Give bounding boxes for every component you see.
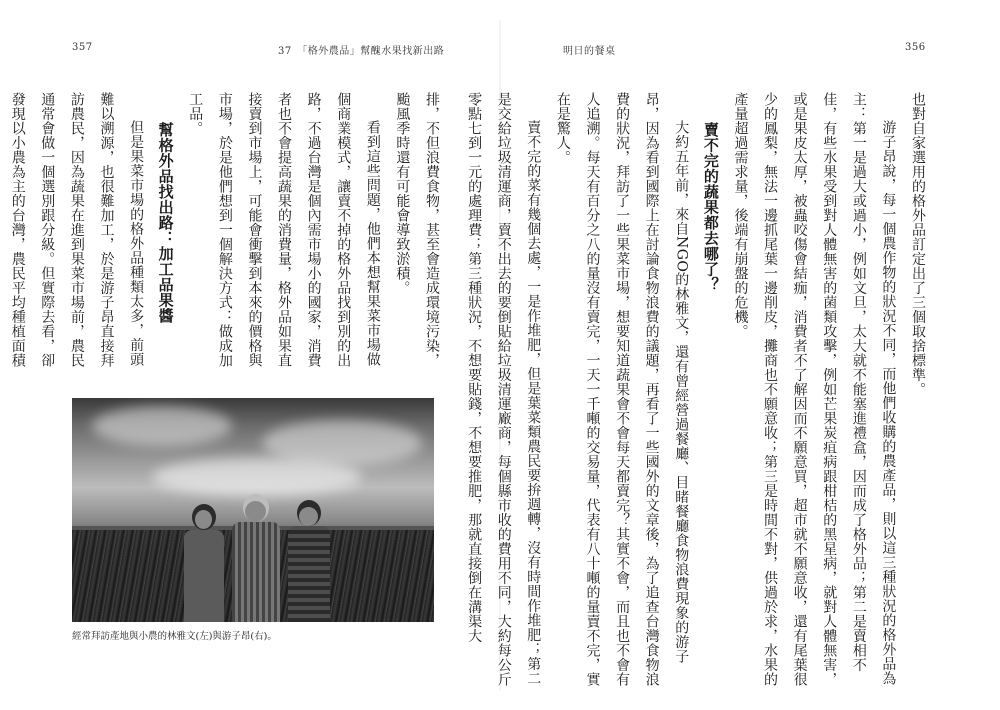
right-page-number: 356	[905, 42, 926, 53]
paragraph: 看到這些問題，他們本想幫果菜市場做個商業模式，讓賣不掉的格外品找到別的出路，不過台灣是個內需市場小的國家，消費者也不會提高蔬果的消費量，格外品如果直接賣到市場上，可能會衝擊到本來的價格與市場，於是他們想到一個解決方式：做成加工品。	[187, 92, 381, 368]
paragraph: 也對自家選用的格外品訂定出了三個取捨標準。	[910, 92, 926, 397]
right-page-body	[466, 92, 932, 692]
paragraph: 但是果菜市場的格外品種類太多，前頭難以溯源，也很難加工，於是游子昂直接拜訪農民，因為蔬果在進到果菜市場前，農民通常會做一個選別跟分級。但實際去看，卻發現以小農為主的台灣，農民平均種植面積	[9, 92, 145, 368]
left-page-body	[9, 92, 446, 380]
person-left	[180, 504, 228, 622]
section-heading: 幫格外品找出路：加工品果醬	[156, 122, 175, 324]
paragraph: 大約五年前，來自NGO的林雅文，還有曾經營過餐廳、目睹餐廳食物浪費現象的游子昂，因為看到國際上在討論食物浪費的議題，再看了一些國外的文章後，為了追查台灣食物浪費的狀況，拜訪了一些果菜市場，想要知道蔬果會不會每天都賣完？其實不會，而且也不會有人追溯。每天有百分之八的量沒有賣完，一天一千噸的交易量，代表有八十噸的量賣不完，實在是驚人。	[554, 92, 690, 687]
paragraph: 賣不完的菜有幾個去處，一是作堆肥，但是葉菜類農民要拚週轉，沒有時間作堆肥；第二是交給垃圾清運商，賣不出去的要倒貼給垃圾清運廠商，每個縣市收的費用不同，大約每公斤零點七到一元的處理費；第三種狀況，不想要貼錢，不想要推肥，那就直接倒在溝渠大	[466, 92, 542, 687]
photo-farmers-in-pineapple-field	[72, 398, 434, 622]
photo-caption: 經常拜訪產地與小農的林雅文(左)與游子昂(右)。	[72, 631, 277, 642]
person-right	[284, 500, 334, 622]
chapter-running-header: 37 「格外農品」幫醜水果找新出路	[278, 46, 445, 57]
book-title-running-header: 明日的餐桌	[563, 46, 616, 57]
paragraph: 排，不但浪費食物，甚至會造成環境污染，颱風季時還有可能會導致淤積。	[394, 92, 440, 368]
left-page-number: 357	[72, 42, 93, 53]
section-heading: 賣不完的蔬果都去哪了？	[701, 122, 720, 293]
paragraph: 游子昂說，每一個農作物的狀況不同，而他們收購的農產品，則以這三種狀況的格外品為主：第一是過大或過小，例如文旦，太大就不能塞進禮盒，因而成了格外品；第二是賣相不佳，有些水果受到對人體無害的菌類攻擊，例如芒果炭疽病跟柑桔的黑星病，就對人體無害，或是果皮太厚，被蟲咬傷會結痂，消費者不了解因而不願意買，超市就不願意收，還有尾葉很少的鳳梨，無法一邊抓尾葉一邊削皮，攤商也不願意收；第三是時間不對，供過於求，水果的產量超過需求量，後端有崩盤的危機。	[732, 92, 897, 687]
person-middle	[228, 494, 284, 622]
